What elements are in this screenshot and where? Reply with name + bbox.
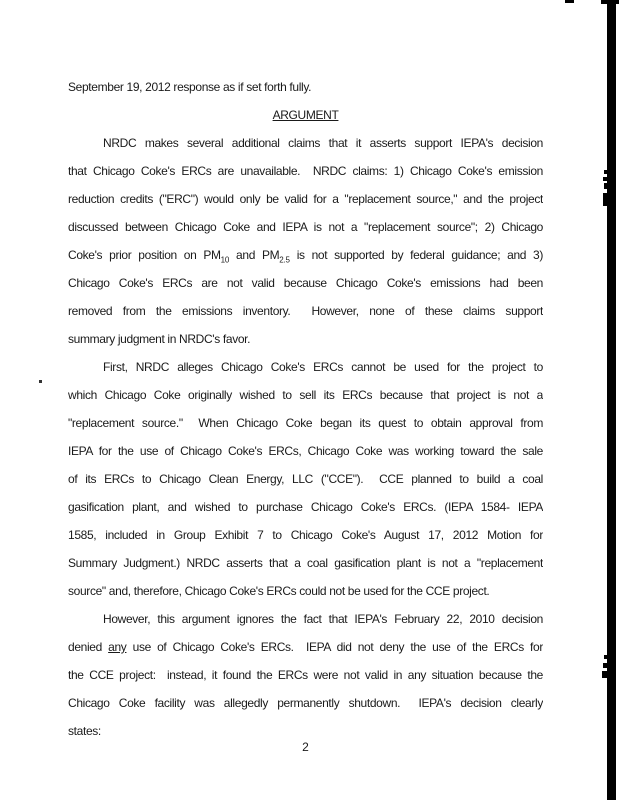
document-line xyxy=(68,157,543,185)
line-text: However, this argument ignores the fact that IEPA's February 22, 2010 decision xyxy=(103,612,543,626)
scan-top-tick xyxy=(565,0,574,3)
document-line xyxy=(68,409,543,437)
scan-speck xyxy=(39,380,42,383)
document-line xyxy=(68,381,543,409)
document-line xyxy=(68,661,543,689)
line-text: is not supported by federal guidance; and 3) xyxy=(289,248,543,262)
line-text: states: xyxy=(68,724,101,738)
page-number: 2 xyxy=(302,740,309,754)
line-text: use of Chicago Coke's ERCs. IEPA did not deny the use of the ERCs for xyxy=(126,640,543,654)
line-text: NRDC makes several additional claims that it asserts support IEPA's decision xyxy=(103,136,543,150)
scan-edge-bar xyxy=(607,0,616,800)
line-text: Coke's prior position on PM xyxy=(68,248,221,262)
line-text: discussed between Chicago Coke and IEPA is not a "replacement source"; 2) Chicago xyxy=(68,220,543,234)
line-text: and PM xyxy=(229,248,280,262)
line-text: ARGUMENT xyxy=(272,108,339,122)
scan-notch xyxy=(603,177,608,181)
line-text: First, NRDC alleges Chicago Coke's ERCs cannot be used for the project to xyxy=(103,360,543,374)
scan-notch xyxy=(604,655,608,659)
scan-notch xyxy=(602,671,608,678)
document-line xyxy=(68,241,543,269)
scan-notch xyxy=(603,663,608,668)
line-text: reduction credits ("ERC") would only be valid for a "replacement source," and the project xyxy=(68,192,543,206)
line-text: Chicago Coke facility was allegedly permanently shutdown. IEPA's decision clearly xyxy=(68,696,543,710)
document-line xyxy=(68,185,543,213)
line-text: of its ERCs to Chicago Clean Energy, LLC ("CCE"). CCE planned to build a coal xyxy=(68,472,543,486)
subscript-text: 2.5 xyxy=(279,255,290,265)
document-line xyxy=(68,129,543,157)
line-text: summary judgment in NRDC's favor. xyxy=(68,332,251,346)
document-line xyxy=(68,353,543,381)
line-text: Summary Judgment.) NRDC asserts that a coal gasification plant is not a "replacement xyxy=(68,556,543,570)
line-text: "replacement source." When Chicago Coke began its quest to obtain approval from xyxy=(68,416,543,430)
document-line xyxy=(68,549,543,577)
document-line xyxy=(68,633,543,661)
document-line xyxy=(68,605,543,633)
line-text: source" and, therefore, Chicago Coke's ERCs could not be used for the CCE project. xyxy=(68,584,490,598)
line-text: 1585, included in Group Exhibit 7 to Chicago Coke's August 17, 2012 Motion for xyxy=(68,528,543,542)
line-text: the CCE project: instead, it found the ERCs were not valid in any situation because the xyxy=(68,668,543,682)
document-line xyxy=(68,213,543,241)
underlined-text: any xyxy=(108,640,127,654)
document-line xyxy=(68,493,543,521)
document-line xyxy=(68,297,543,325)
line-text: that Chicago Coke's ERCs are unavailable. NRDC claims: 1) Chicago Coke's emission xyxy=(68,164,543,178)
document-line xyxy=(68,269,543,297)
document-line xyxy=(68,101,543,129)
document-line xyxy=(68,577,543,605)
document-line xyxy=(68,437,543,465)
document-line xyxy=(68,325,543,353)
subscript-text: 10 xyxy=(220,255,230,265)
scan-corner-mark xyxy=(601,0,619,4)
line-text: which Chicago Coke originally wished to sell its ERCs because that project is not a xyxy=(68,388,543,402)
document-line xyxy=(68,689,543,717)
document-line xyxy=(68,465,543,493)
line-text: September 19, 2012 response as if set forth fully. xyxy=(68,80,312,94)
line-text: denied xyxy=(68,640,109,654)
line-text: removed from the emissions inventory. However, none of these claims support xyxy=(68,304,543,318)
document-line xyxy=(68,521,543,549)
document-line xyxy=(68,73,543,101)
scan-notch xyxy=(603,193,608,206)
line-text: IEPA for the use of Chicago Coke's ERCs, Chicago Coke was working toward the sale xyxy=(68,444,543,458)
line-text: Chicago Coke's ERCs are not valid because Chicago Coke's emissions had been xyxy=(68,276,543,290)
document-lines xyxy=(68,73,543,745)
scan-notch xyxy=(604,170,608,174)
line-text: gasification plant, and wished to purchase Chicago Coke's ERCs. (IEPA 1584- IEPA xyxy=(68,500,543,514)
scan-notch xyxy=(604,183,608,189)
